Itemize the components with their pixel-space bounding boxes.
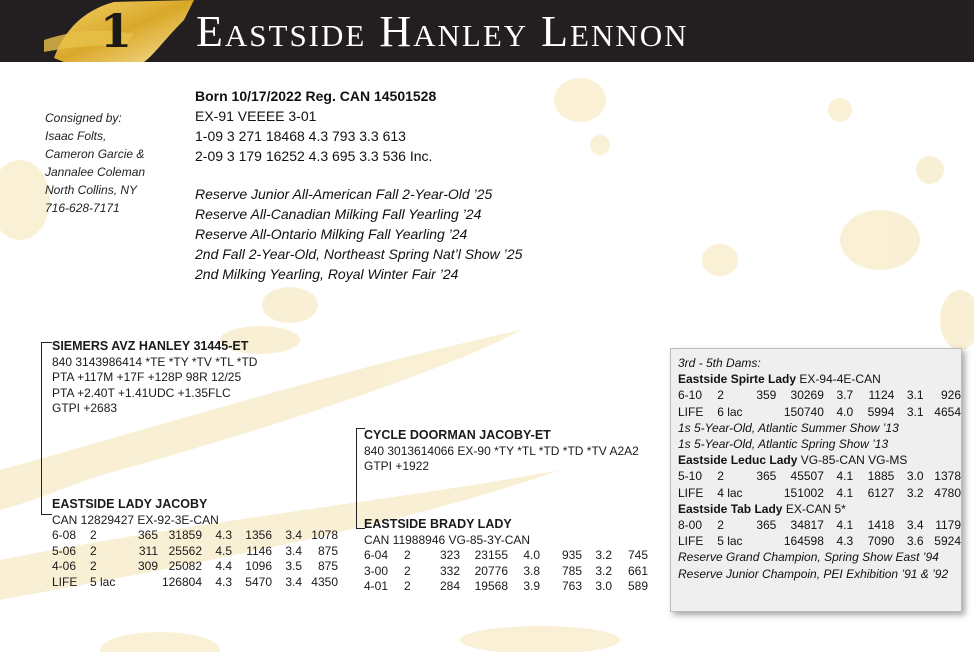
record-cell: 1179 (935, 518, 961, 533)
sire-line: PTA +2.40T +1.41UDC +1.35FLC (52, 385, 231, 400)
record-cell: 2 (717, 388, 724, 403)
record-cell: LIFE (678, 404, 704, 419)
record-row (678, 517, 961, 533)
maternal-grandsire-line: 840 3013614066 EX-90 *TY *TL *TD *TD *TV A2A2 (364, 443, 639, 458)
record-cell: 1885 (867, 469, 895, 484)
dam-ancestor-label: Eastside Tab Lady (678, 501, 786, 516)
record-cell: 661 (627, 563, 648, 578)
record-cell: 311 (138, 543, 158, 558)
record-cell: 6-04 (364, 548, 389, 562)
dam-block (52, 497, 338, 590)
award-item: 2nd Fall 2-Year-Old, Northeast Spring Nat’l Show ’25 (195, 246, 523, 262)
record-cell: 4.3 (836, 534, 854, 549)
record-cell: 323 (439, 548, 460, 562)
record-cell: 5-06 (52, 543, 77, 558)
record-cell: 4.3 (215, 528, 232, 542)
record-row (678, 468, 961, 484)
consignor-line: Isaac Folts, (45, 129, 107, 143)
record-cell: 1356 (245, 528, 272, 542)
record-cell: 4350 (311, 574, 338, 589)
record-cell: 3.7 (836, 388, 854, 403)
record-cell: 126804 (161, 574, 202, 589)
sire-block (52, 339, 257, 417)
record-cell: 7090 (867, 534, 895, 549)
consignor-phone: 716-628-7171 (45, 201, 120, 215)
record-cell: 2 (717, 469, 724, 484)
record-cell: 4.1 (836, 469, 854, 484)
record-cell: LIFE (52, 574, 78, 589)
dam-ancestor-name (678, 371, 961, 387)
record-cell: 164598 (783, 534, 824, 549)
dam-ancestor-label: Eastside Spirte Lady (678, 372, 800, 387)
record-cell: 3.4 (285, 528, 302, 542)
record-cell: 4.0 (523, 548, 540, 562)
dam-ancestor-label: Eastside Leduc Lady (678, 453, 801, 468)
record-cell: 6-08 (52, 528, 77, 542)
record-cell: 2 (404, 579, 411, 593)
record-cell: 3.0 (906, 469, 924, 484)
record-cell: 4-06 (52, 559, 77, 573)
record-cell: 5 lac (90, 574, 116, 589)
record-row (52, 559, 338, 575)
record-cell: 4.4 (215, 559, 232, 573)
record-cell: 3.4 (906, 518, 924, 533)
record-cell: 359 (756, 388, 777, 403)
record-cell: 3.2 (595, 563, 612, 578)
record-cell: 4.1 (836, 518, 854, 533)
record-cell: 2 (90, 543, 97, 558)
record-cell: 332 (439, 563, 460, 578)
record-cell: 1124 (868, 388, 895, 403)
birth-registration: Born 10/17/2022 Reg. CAN 14501528 (195, 88, 437, 104)
record-cell: 4 lac (717, 485, 743, 500)
record-cell: 6-10 (678, 388, 703, 403)
sire-line: PTA +117M +17F +128P 98R 12/25 (52, 370, 242, 384)
record-cell: 5924 (934, 534, 961, 549)
dam-records-table (52, 528, 338, 590)
record-cell: 5994 (867, 404, 895, 419)
record-cell: 4780 (934, 485, 961, 500)
record-row (678, 387, 961, 403)
sire-line: GTPI +2683 (52, 401, 118, 415)
record-cell: 1418 (867, 518, 895, 533)
dam-ancestor-award: 1s 5-Year-Old, Atlantic Spring Show ’13 (678, 437, 889, 452)
record-cell: 365 (137, 528, 158, 542)
record-cell: 25562 (168, 543, 202, 558)
maternal-grandsire-line: GTPI +1922 (364, 459, 430, 473)
record-row (52, 528, 338, 544)
sire-name: SIEMERS AVZ HANLEY 31445-ET (52, 339, 249, 353)
record-row (678, 485, 961, 501)
record-cell: 3.5 (285, 559, 302, 573)
maternal-granddam-name: EASTSIDE BRADY LADY (364, 517, 512, 531)
record-cell: 3.6 (906, 534, 924, 549)
consignor-block (45, 109, 145, 217)
record-cell: 763 (561, 579, 582, 593)
dam-ancestor-records (678, 387, 961, 419)
record-cell (747, 533, 776, 549)
record-cell: 2 (404, 548, 411, 562)
dams-box-content (678, 355, 961, 582)
record-cell: 1146 (246, 543, 272, 558)
record-cell: 30269 (790, 388, 824, 403)
record-cell: 25082 (168, 559, 202, 573)
record-cell: 20776 (474, 563, 508, 578)
record-cell: 1096 (245, 559, 272, 573)
record-cell: 5 lac (717, 534, 743, 549)
dam-ancestor-records (678, 468, 961, 500)
record-cell: 5470 (245, 574, 272, 589)
record-cell: 6 lac (717, 404, 743, 419)
maternal-grandsire-name: CYCLE DOORMAN JACOBY-ET (364, 428, 551, 442)
awards-list (195, 184, 522, 284)
sire-line: 840 3143986414 *TE *TY *TV *TL *TD (52, 354, 258, 369)
pedigree-bracket (41, 342, 52, 515)
dams-box-title: 3rd - 5th Dams: (678, 356, 761, 370)
consignor-line: North Collins, NY (45, 183, 138, 197)
record-cell: 45507 (790, 469, 824, 484)
classification: EX-91 VEEEE 3-01 (195, 108, 317, 124)
dam-registration: CAN 12829427 EX-92-3E-CAN (52, 512, 219, 527)
record-cell: 365 (756, 469, 777, 484)
record-cell: 3.8 (523, 563, 540, 578)
record-cell: 4.3 (215, 574, 232, 589)
lot-number: 1 (99, 4, 132, 58)
record-cell: 926 (940, 388, 961, 403)
record-cell: 151002 (783, 485, 824, 500)
record-cell: 2 (404, 563, 411, 578)
record-cell: 3.2 (595, 548, 612, 562)
award-item: Reserve Junior All-American Fall 2-Year-Old ’25 (195, 186, 493, 202)
record-cell: 8-00 (678, 518, 703, 533)
record-row (364, 564, 648, 580)
record-row (364, 548, 648, 564)
dam-ancestor-classification: VG-85-CAN VG-MS (800, 453, 908, 468)
record-row (52, 544, 338, 560)
record-cell: 3.2 (906, 485, 924, 500)
record-row (52, 575, 338, 591)
award-item: Reserve All-Ontario Milking Fall Yearling ’24 (195, 226, 468, 242)
record-cell: 2 (90, 559, 97, 573)
maternal-granddam-registration: CAN 11988946 VG-85-3Y-CAN (364, 532, 531, 547)
record-cell: 19568 (474, 579, 508, 593)
record-cell: 34817 (790, 518, 824, 533)
record-cell: 4654 (934, 404, 961, 419)
dam-name: EASTSIDE LADY JACOBY (52, 497, 208, 511)
consignor-line: Consigned by: (45, 111, 122, 125)
record-cell: 2 (717, 518, 724, 533)
record-cell: 3-00 (364, 563, 389, 578)
record-cell: 3.1 (906, 388, 924, 403)
record-cell: 1078 (311, 528, 338, 542)
record-cell (747, 404, 776, 420)
record-row (364, 579, 648, 595)
record-cell: 284 (439, 579, 460, 593)
record-cell: 3.4 (285, 574, 302, 589)
record-cell: 589 (627, 579, 648, 593)
production-record: 2-09 3 179 16252 4.3 695 3.3 536 Inc. (195, 148, 433, 164)
maternal-granddam-block (364, 517, 648, 595)
record-cell: 5-10 (678, 469, 703, 484)
record-cell: 2 (90, 528, 97, 542)
production-record: 1-09 3 271 18468 4.3 793 3.3 613 (195, 128, 406, 144)
record-cell (124, 575, 158, 591)
record-cell: 3.4 (285, 543, 302, 558)
record-cell: 785 (561, 563, 582, 578)
dam-ancestor-classification: EX-CAN 5* (785, 501, 846, 516)
record-cell: 935 (561, 548, 582, 562)
record-row (678, 533, 961, 549)
record-row (678, 404, 961, 420)
record-cell: 309 (137, 559, 158, 573)
award-item: Reserve All-Canadian Milking Fall Yearling ’24 (195, 206, 482, 222)
record-cell: LIFE (678, 485, 704, 500)
maternal-grandsire-block (364, 428, 639, 475)
record-cell: 1378 (934, 469, 961, 484)
record-cell: 150740 (783, 404, 824, 419)
record-cell: 875 (317, 543, 338, 558)
animal-name: Eastside Hanley Lennon (196, 7, 689, 56)
record-cell: 365 (756, 518, 777, 533)
consignor-line: Cameron Garcie & (45, 147, 145, 161)
dam-ancestor-award: Reserve Junior Champoin, PEI Exhibition ’91 & ’92 (678, 566, 949, 581)
record-cell: 31859 (168, 528, 202, 542)
dam-ancestor-records (678, 517, 961, 549)
record-cell: 4.1 (836, 485, 854, 500)
record-cell: 4.5 (215, 543, 232, 558)
dam-ancestor-name (678, 452, 961, 468)
maternal-granddam-records-table (364, 548, 648, 595)
dam-ancestor-name (678, 501, 961, 517)
record-cell (747, 485, 776, 501)
record-cell: 4-01 (364, 579, 389, 593)
record-cell: 6127 (867, 485, 895, 500)
record-cell: 3.1 (906, 404, 924, 419)
record-cell: 3.0 (595, 579, 612, 593)
record-cell: 875 (317, 559, 338, 573)
record-cell: 3.9 (523, 579, 540, 593)
dam-ancestor-award: 1s 5-Year-Old, Atlantic Summer Show ’13 (678, 420, 899, 435)
dams-box (670, 348, 962, 612)
award-item: 2nd Milking Yearling, Royal Winter Fair ’24 (195, 266, 459, 282)
consignor-line: Jannalee Coleman (45, 165, 146, 179)
record-cell: 23155 (474, 548, 508, 562)
dam-ancestor-award: Reserve Grand Champion, Spring Show East ’94 (678, 550, 939, 565)
record-cell: 745 (627, 548, 648, 562)
record-cell: 4.0 (836, 404, 854, 419)
record-cell: LIFE (678, 534, 704, 549)
dam-ancestor-classification: EX-94-4E-CAN (799, 372, 881, 387)
main-info (195, 86, 522, 284)
